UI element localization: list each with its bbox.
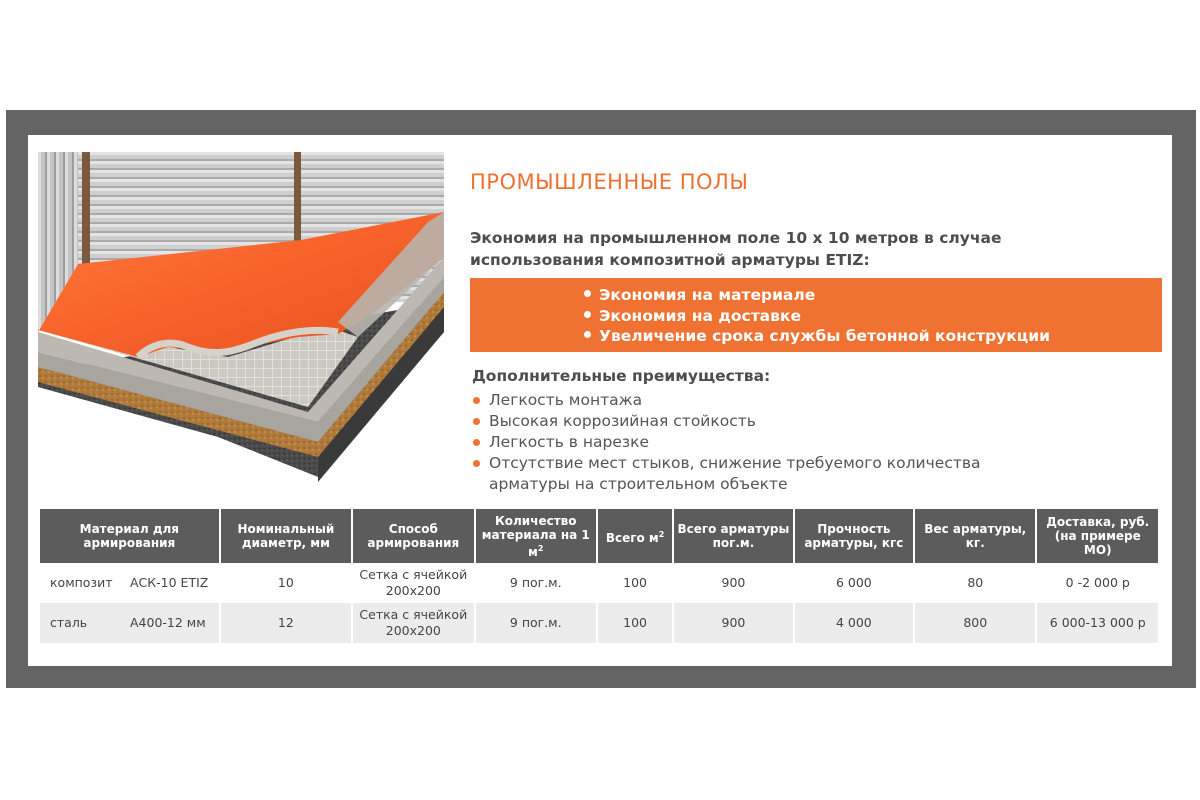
advantage-item: Отсутствие мест стыков, снижение требуемого количества арматуры на строительном объекте xyxy=(472,453,1032,495)
benefit-item: Увеличение срока службы бетонной конструкции xyxy=(584,326,1050,347)
advantage-item: Высокая коррозийная стойкость xyxy=(472,411,1032,432)
bullet-icon xyxy=(584,290,591,297)
cell-diameter: 10 xyxy=(277,575,294,590)
bullet-icon xyxy=(473,418,480,425)
advantage-item: Легкость в нарезке xyxy=(472,432,1032,453)
cell-delivery: 6 000-13 000 р xyxy=(1037,603,1158,643)
header-weight: Вес арматуры, кг. xyxy=(915,509,1035,563)
cell-method: Сетка с ячейкой 200х200 xyxy=(359,567,468,598)
advantages-list xyxy=(472,390,1032,495)
cell-diameter: 12 xyxy=(221,603,351,643)
cell-material: композит АСК-10 ETIZ xyxy=(50,575,209,590)
cell-delivery: 0 -2 000 р xyxy=(1065,575,1130,590)
cell-material: сталь А400-12 мм xyxy=(40,603,219,643)
bullet-icon xyxy=(473,439,480,446)
benefit-item: Экономия на доставке xyxy=(584,306,1050,327)
comparison-table xyxy=(38,509,1160,643)
benefit-item: Экономия на материале xyxy=(584,285,1050,306)
advantage-item: Легкость монтажа xyxy=(472,390,1032,411)
lead-text: Экономия на промышленном поле 10 х 10 метров в случае использования композитной арматуры ETIZ: xyxy=(470,229,1002,269)
header-qty: Количество материала на 1 $м^2$ xyxy=(476,509,596,563)
cell-strength: 6 000 xyxy=(835,575,872,590)
bullet-icon xyxy=(473,397,480,404)
cell-method: Сетка с ячейкой 200х200 xyxy=(353,603,473,643)
header-method: Способ армирования xyxy=(353,509,473,563)
floor-illustration xyxy=(38,152,444,492)
cell-weight: 80 xyxy=(967,575,984,590)
bullet-icon xyxy=(584,331,591,338)
benefits-box xyxy=(470,278,1162,352)
cell-total-len: 900 xyxy=(674,603,792,643)
cell-qty: 9 пог.м. xyxy=(476,603,596,643)
cell-weight: 800 xyxy=(915,603,1035,643)
bullet-icon xyxy=(584,311,591,318)
header-total-len: Всего арматуры пог.м. xyxy=(674,509,792,563)
header-delivery: Доставка, руб. (на примере МО) xyxy=(1037,509,1158,563)
cell-total-m2: 100 xyxy=(598,603,672,643)
advantages-title: Дополнительные преимущества: xyxy=(472,367,771,385)
header-total-m2: Всего $м^2$ xyxy=(598,509,672,563)
cell-total-m2: 100 xyxy=(623,575,648,590)
cell-strength: 4 000 xyxy=(795,603,913,643)
table-row xyxy=(40,603,1158,643)
bullet-icon xyxy=(473,460,480,467)
table-header-row xyxy=(40,509,1158,563)
header-diameter: Номинальный диаметр, мм xyxy=(221,509,351,563)
page-title: ПРОМЫШЛЕННЫЕ ПОЛЫ xyxy=(470,170,749,194)
header-strength: Прочность арматуры, кгс xyxy=(795,509,913,563)
header-material: Материал для армирования xyxy=(40,509,219,563)
cell-total-len: 900 xyxy=(721,575,746,590)
table-row xyxy=(40,563,1158,603)
cell-qty: 9 пог.м. xyxy=(509,575,562,590)
